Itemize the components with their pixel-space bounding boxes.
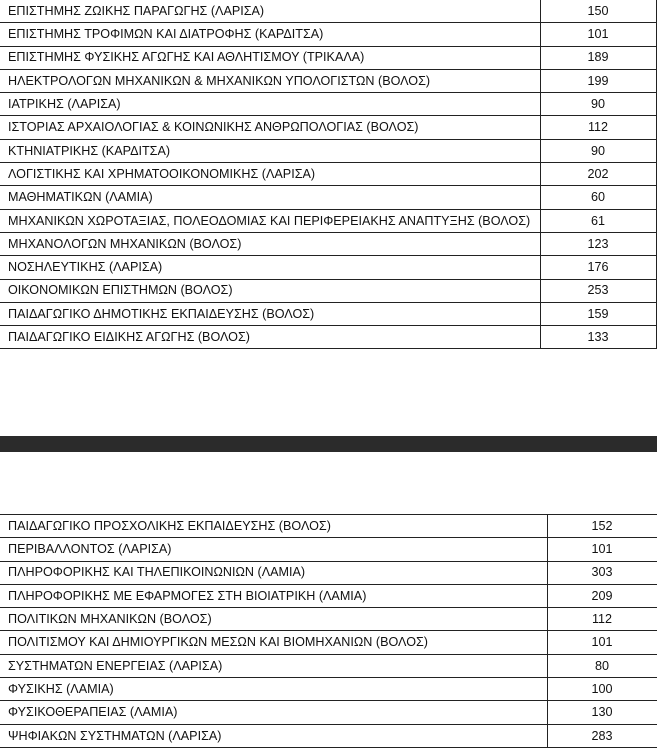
department-value: 112 (540, 116, 656, 139)
department-name: ΝΟΣΗΛΕΥΤΙΚΗΣ (ΛΑΡΙΣΑ) (0, 256, 540, 279)
department-name: ΠΟΛΙΤΙΚΩΝ ΜΗΧΑΝΙΚΩΝ (ΒΟΛΟΣ) (0, 608, 547, 631)
table-row (0, 701, 657, 724)
department-value: 112 (547, 608, 657, 631)
department-name: ΠΑΙΔΑΓΩΓΙΚΟ ΕΙΔΙΚΗΣ ΑΓΩΓΗΣ (ΒΟΛΟΣ) (0, 326, 540, 349)
table-row (0, 139, 656, 162)
departments-table-bottom (0, 514, 657, 748)
department-name: ΕΠΙΣΤΗΜΗΣ ΖΩΙΚΗΣ ΠΑΡΑΓΩΓΗΣ (ΛΑΡΙΣΑ) (0, 0, 540, 23)
department-name: ΟΙΚΟΝΟΜΙΚΩΝ ΕΠΙΣΤΗΜΩΝ (ΒΟΛΟΣ) (0, 279, 540, 302)
department-value: 101 (547, 631, 657, 654)
department-value: 189 (540, 46, 656, 69)
table-row (0, 93, 656, 116)
department-value: 80 (547, 654, 657, 677)
department-name: ΦΥΣΙΚΟΘΕΡΑΠΕΙΑΣ (ΛΑΜΙΑ) (0, 701, 547, 724)
table-row (0, 631, 657, 654)
table-row (0, 538, 657, 561)
department-name: ΠΛΗΡΟΦΟΡΙΚΗΣ ΜΕ ΕΦΑΡΜΟΓΕΣ ΣΤΗ ΒΙΟΙΑΤΡΙΚΗ (ΛΑΜΙΑ) (0, 584, 547, 607)
department-value: 176 (540, 256, 656, 279)
department-value: 150 (540, 0, 656, 23)
department-value: 303 (547, 561, 657, 584)
table-row (0, 561, 657, 584)
department-value: 152 (547, 515, 657, 538)
department-name: ΠΟΛΙΤΙΣΜΟΥ ΚΑΙ ΔΗΜΙΟΥΡΓΙΚΩΝ ΜΕΣΩΝ ΚΑΙ ΒΙΟΜΗΧΑΝΙΩΝ (ΒΟΛΟΣ) (0, 631, 547, 654)
table-row (0, 186, 656, 209)
department-name: ΠΕΡΙΒΑΛΛΟΝΤΟΣ (ΛΑΡΙΣΑ) (0, 538, 547, 561)
table-row (0, 232, 656, 255)
department-name: ΠΑΙΔΑΓΩΓΙΚΟ ΠΡΟΣΧΟΛΙΚΗΣ ΕΚΠΑΙΔΕΥΣΗΣ (ΒΟΛΟΣ) (0, 515, 547, 538)
department-name: ΚΤΗΝΙΑΤΡΙΚΗΣ (ΚΑΡΔΙΤΣΑ) (0, 139, 540, 162)
table-row (0, 23, 656, 46)
department-value: 90 (540, 93, 656, 116)
table-row (0, 584, 657, 607)
department-value: 90 (540, 139, 656, 162)
table-row (0, 209, 656, 232)
table-row (0, 678, 657, 701)
department-name: ΠΛΗΡΟΦΟΡΙΚΗΣ ΚΑΙ ΤΗΛΕΠΙΚΟΙΝΩΝΙΩΝ (ΛΑΜΙΑ) (0, 561, 547, 584)
table-row (0, 302, 656, 325)
department-value: 130 (547, 701, 657, 724)
department-value: 60 (540, 186, 656, 209)
page-separator-bar (0, 436, 657, 452)
department-value: 199 (540, 69, 656, 92)
department-value: 202 (540, 163, 656, 186)
table-row (0, 256, 656, 279)
table-row (0, 608, 657, 631)
department-name: ΜΗΧΑΝΙΚΩΝ ΧΩΡΟΤΑΞΙΑΣ, ΠΟΛΕΟΔΟΜΙΑΣ ΚΑΙ ΠΕΡΙΦΕΡΕΙΑΚΗΣ ΑΝΑΠΤΥΞΗΣ (ΒΟΛΟΣ) (0, 209, 540, 232)
department-value: 209 (547, 584, 657, 607)
department-name: ΙΣΤΟΡΙΑΣ ΑΡΧΑΙΟΛΟΓΙΑΣ & ΚΟΙΝΩΝΙΚΗΣ ΑΝΘΡΩΠΟΛΟΓΙΑΣ (ΒΟΛΟΣ) (0, 116, 540, 139)
department-value: 61 (540, 209, 656, 232)
department-name: ΨΗΦΙΑΚΩΝ ΣΥΣΤΗΜΑΤΩΝ (ΛΑΡΙΣΑ) (0, 724, 547, 747)
department-value: 101 (547, 538, 657, 561)
department-name: ΛΟΓΙΣΤΙΚΗΣ ΚΑΙ ΧΡΗΜΑΤΟΟΙΚΟΝΟΜΙΚΗΣ (ΛΑΡΙΣΑ) (0, 163, 540, 186)
department-name: ΠΑΙΔΑΓΩΓΙΚΟ ΔΗΜΟΤΙΚΗΣ ΕΚΠΑΙΔΕΥΣΗΣ (ΒΟΛΟΣ) (0, 302, 540, 325)
table-row (0, 116, 656, 139)
department-name: ΕΠΙΣΤΗΜΗΣ ΦΥΣΙΚΗΣ ΑΓΩΓΗΣ ΚΑΙ ΑΘΛΗΤΙΣΜΟΥ (ΤΡΙΚΑΛΑ) (0, 46, 540, 69)
department-value: 283 (547, 724, 657, 747)
department-value: 100 (547, 678, 657, 701)
department-value: 159 (540, 302, 656, 325)
table-row (0, 654, 657, 677)
department-name: ΣΥΣΤΗΜΑΤΩΝ ΕΝΕΡΓΕΙΑΣ (ΛΑΡΙΣΑ) (0, 654, 547, 677)
table-row (0, 163, 656, 186)
table-row (0, 0, 656, 23)
department-value: 133 (540, 326, 656, 349)
department-name: ΕΠΙΣΤΗΜΗΣ ΤΡΟΦΙΜΩΝ ΚΑΙ ΔΙΑΤΡΟΦΗΣ (ΚΑΡΔΙΤΣΑ) (0, 23, 540, 46)
department-name: ΜΑΘΗΜΑΤΙΚΩΝ (ΛΑΜΙΑ) (0, 186, 540, 209)
department-value: 101 (540, 23, 656, 46)
department-name: ΜΗΧΑΝΟΛΟΓΩΝ ΜΗΧΑΝΙΚΩΝ (ΒΟΛΟΣ) (0, 232, 540, 255)
table-row (0, 69, 656, 92)
departments-table-top (0, 0, 657, 349)
table-row (0, 515, 657, 538)
department-value: 123 (540, 232, 656, 255)
department-name: ΦΥΣΙΚΗΣ (ΛΑΜΙΑ) (0, 678, 547, 701)
department-name: ΙΑΤΡΙΚΗΣ (ΛΑΡΙΣΑ) (0, 93, 540, 116)
table-row (0, 724, 657, 747)
department-value: 253 (540, 279, 656, 302)
department-name: ΗΛΕΚΤΡΟΛΟΓΩΝ ΜΗΧΑΝΙΚΩΝ & ΜΗΧΑΝΙΚΩΝ ΥΠΟΛΟΓΙΣΤΩΝ (ΒΟΛΟΣ) (0, 69, 540, 92)
table-row (0, 46, 656, 69)
table-row (0, 326, 656, 349)
table-row (0, 279, 656, 302)
